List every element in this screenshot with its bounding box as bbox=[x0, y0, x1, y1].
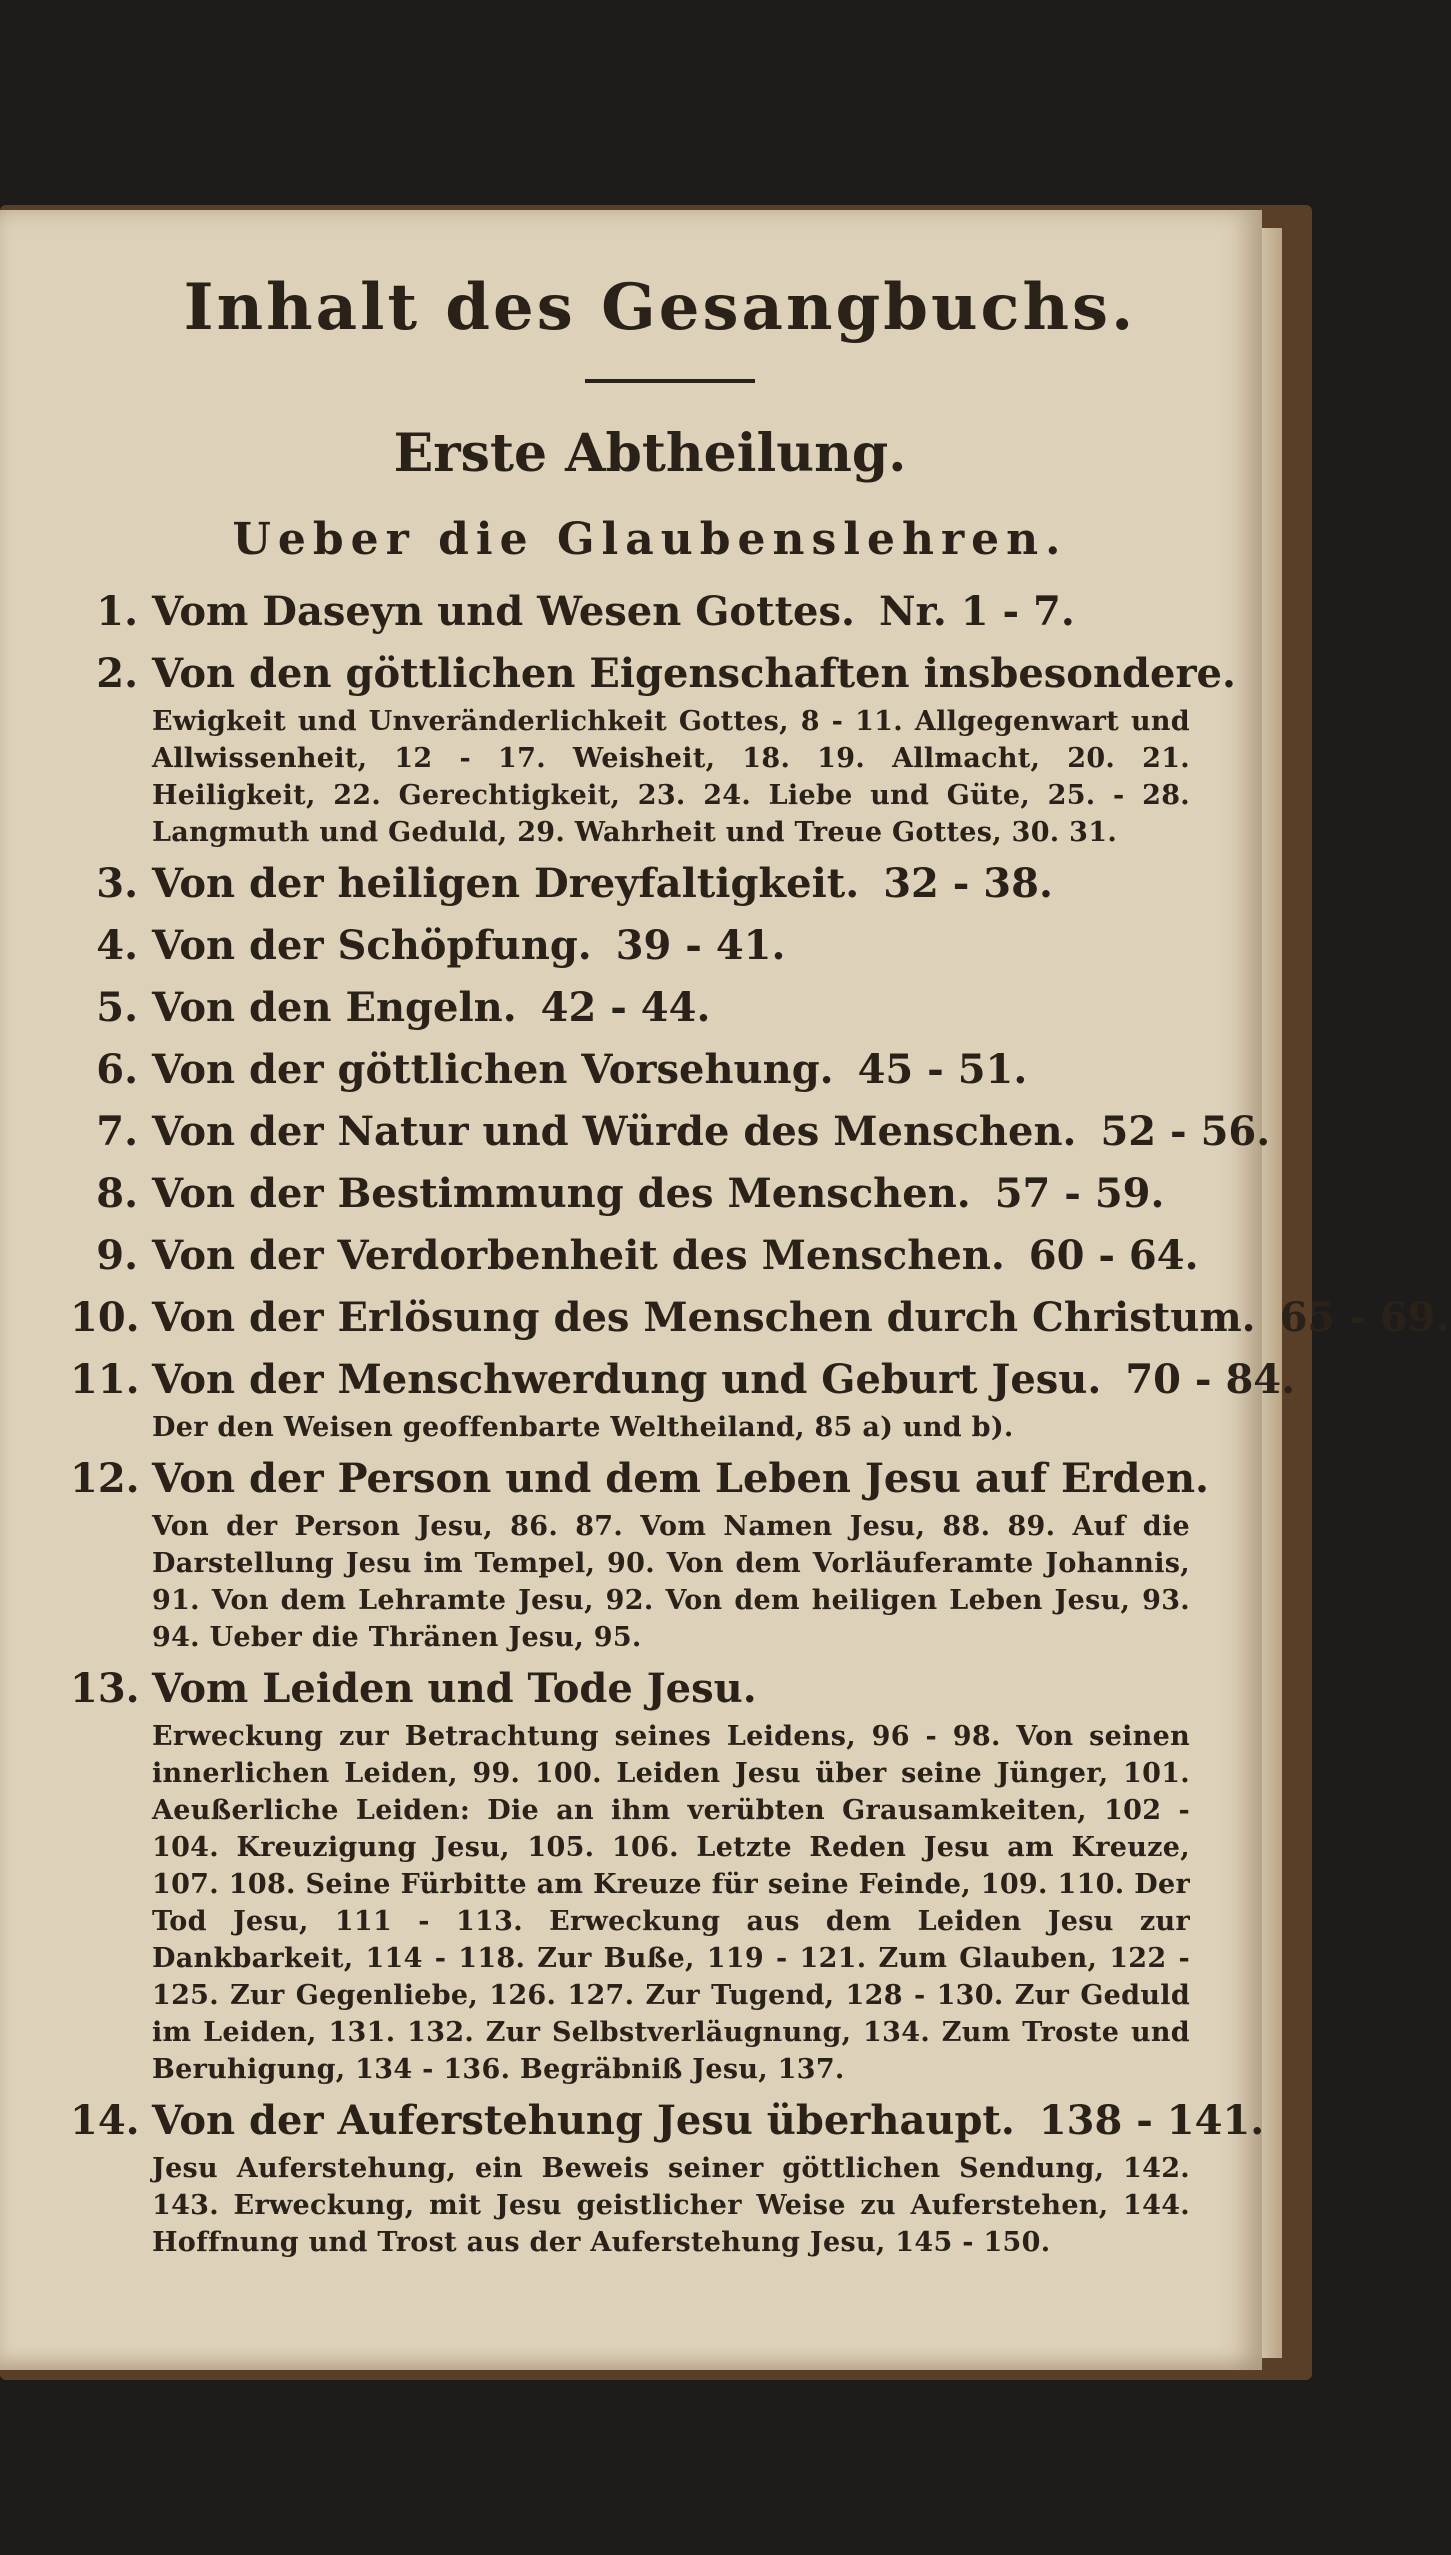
entry-number: 11. bbox=[70, 1356, 140, 1403]
entry-range: 65 - 69. bbox=[1279, 1294, 1450, 1341]
entry-number: 2. bbox=[96, 650, 138, 697]
entry-range: 39 - 41. bbox=[615, 922, 786, 969]
section-title: Erste Abtheilung. bbox=[393, 423, 907, 484]
toc-entry bbox=[70, 1041, 1190, 1099]
entry-number: 13. bbox=[70, 1665, 140, 1712]
entry-title: Von den göttlichen Eigenschaften insbesondere. bbox=[152, 650, 1236, 697]
toc-list bbox=[70, 583, 1450, 2261]
entry-number: 14. bbox=[70, 2097, 140, 2144]
entry-title: Von der göttlichen Vorsehung. bbox=[152, 1046, 834, 1093]
entry-number: 5. bbox=[96, 984, 138, 1031]
toc-entry bbox=[70, 979, 1190, 1037]
entry-title: Von der Erlösung des Menschen durch Christum. bbox=[152, 1294, 1256, 1341]
subsection-title: Ueber die Glaubenslehren. bbox=[232, 514, 1068, 565]
entry-title: Von der heiligen Dreyfaltigkeit. bbox=[152, 860, 860, 907]
toc-entry bbox=[70, 645, 1236, 851]
toc-entry bbox=[70, 583, 1190, 641]
toc-entry bbox=[70, 1165, 1190, 1223]
entry-detail: Von der Person Jesu, 86. 87. Vom Namen Jesu, 88. 89. Auf die Darstellung Jesu im Tempel, 90. Von dem Vorläuferamte Johannis, 91. Von dem Lehramte Jesu, 92. Von dem heiligen Leben Jesu, 93. 94. Ueber die Thränen Jesu, 95. bbox=[152, 1511, 1190, 1653]
entry-number: 10. bbox=[70, 1294, 140, 1341]
title-rule bbox=[585, 379, 755, 383]
toc-entry bbox=[70, 2092, 1265, 2261]
entry-title: Vom Daseyn und Wesen Gottes. bbox=[152, 588, 855, 635]
entry-range: 42 - 44. bbox=[540, 984, 711, 1031]
toc-entry bbox=[70, 1227, 1199, 1285]
entry-title: Von der Person und dem Leben Jesu auf Erden. bbox=[152, 1455, 1209, 1502]
page-content bbox=[70, 270, 1450, 2261]
toc-entry bbox=[70, 1660, 1190, 2088]
page-title: Inhalt des Gesangbuchs. bbox=[183, 270, 1137, 345]
toc-entry bbox=[70, 1289, 1450, 1347]
toc-entry bbox=[70, 917, 1190, 975]
entry-number: 9. bbox=[96, 1232, 138, 1279]
entry-range: Nr. 1 - 7. bbox=[878, 588, 1075, 635]
entry-detail: Der den Weisen geoffenbarte Weltheiland, 85 a) und b). bbox=[152, 1412, 1014, 1443]
entry-range: 45 - 51. bbox=[857, 1046, 1028, 1093]
entry-number: 6. bbox=[96, 1046, 138, 1093]
entry-range: 60 - 64. bbox=[1028, 1232, 1199, 1279]
toc-entry bbox=[70, 855, 1190, 913]
entry-detail: Erweckung zur Betrachtung seines Leidens, 96 - 98. Von seinen innerlichen Leiden, 99. 100. Leiden Jesu über seine Jünger, 101. Aeußerliche Leiden: Die an ihm verübten Grausamkeiten, 102 - 104. Kreuzigung Jesu, 105. 106. Letzte Reden Jesu am Kreuze, 107. 108. Seine Fürbitte am Kreuze für seine Feinde, 109. 110. Der Tod Jesu, 111 - 113. Erweckung aus dem Leiden Jesu zur Dankbarkeit, 114 - 118. Zur Buße, 119 - 121. Zum Glauben, 122 - 125. Zur Gegenliebe, 126. 127. Zur Tugend, 128 - 130. Zur Geduld im Leiden, 131. 132. Zur Selbstverläugnung, 134. Zum Troste und Beruhigung, 134 - 136. Begräbniß Jesu, 137. bbox=[152, 1721, 1190, 2085]
entry-title: Von der Auferstehung Jesu überhaupt. bbox=[152, 2097, 1015, 2144]
toc-entry bbox=[70, 1351, 1296, 1446]
entry-title: Von der Natur und Würde des Menschen. bbox=[152, 1108, 1077, 1155]
toc-entry bbox=[70, 1103, 1271, 1161]
entry-range: 57 - 59. bbox=[994, 1170, 1165, 1217]
entry-range: 52 - 56. bbox=[1100, 1108, 1271, 1155]
entry-title: Von der Menschwerdung und Geburt Jesu. bbox=[152, 1356, 1102, 1403]
entry-title: Von den Engeln. bbox=[152, 984, 517, 1031]
entry-title: Von der Schöpfung. bbox=[152, 922, 592, 969]
entry-number: 8. bbox=[96, 1170, 138, 1217]
entry-range: 138 - 141. bbox=[1038, 2097, 1265, 2144]
entry-detail: Ewigkeit und Unveränderlichkeit Gottes, 8 - 11. Allgegenwart und Allwissenheit, 12 - 17. Weisheit, 18. 19. Allmacht, 20. 21. Heiligkeit, 22. Gerechtigkeit, 23. 24. Liebe und Güte, 25. - 28. Langmuth und Geduld, 29. Wahrheit und Treue Gottes, 30. 31. bbox=[152, 706, 1190, 848]
entry-number: 3. bbox=[96, 860, 138, 907]
entry-range: 32 - 38. bbox=[883, 860, 1053, 907]
entry-detail: Jesu Auferstehung, ein Beweis seiner göttlichen Sendung, 142. 143. Erweckung, mit Jesu geistlicher Weise zu Auferstehen, 144. Hoffnung und Trost aus der Auferstehung Jesu, 145 - 150. bbox=[152, 2153, 1190, 2258]
entry-title: Von der Bestimmung des Menschen. bbox=[152, 1170, 971, 1217]
entry-title: Vom Leiden und Tode Jesu. bbox=[152, 1665, 757, 1712]
entry-number: 1. bbox=[96, 588, 138, 635]
entry-number: 12. bbox=[70, 1455, 140, 1502]
entry-range: 70 - 84. bbox=[1125, 1356, 1296, 1403]
toc-entry bbox=[70, 1450, 1209, 1656]
entry-number: 4. bbox=[96, 922, 138, 969]
entry-title: Von der Verdorbenheit des Menschen. bbox=[152, 1232, 1005, 1279]
entry-number: 7. bbox=[96, 1108, 138, 1155]
